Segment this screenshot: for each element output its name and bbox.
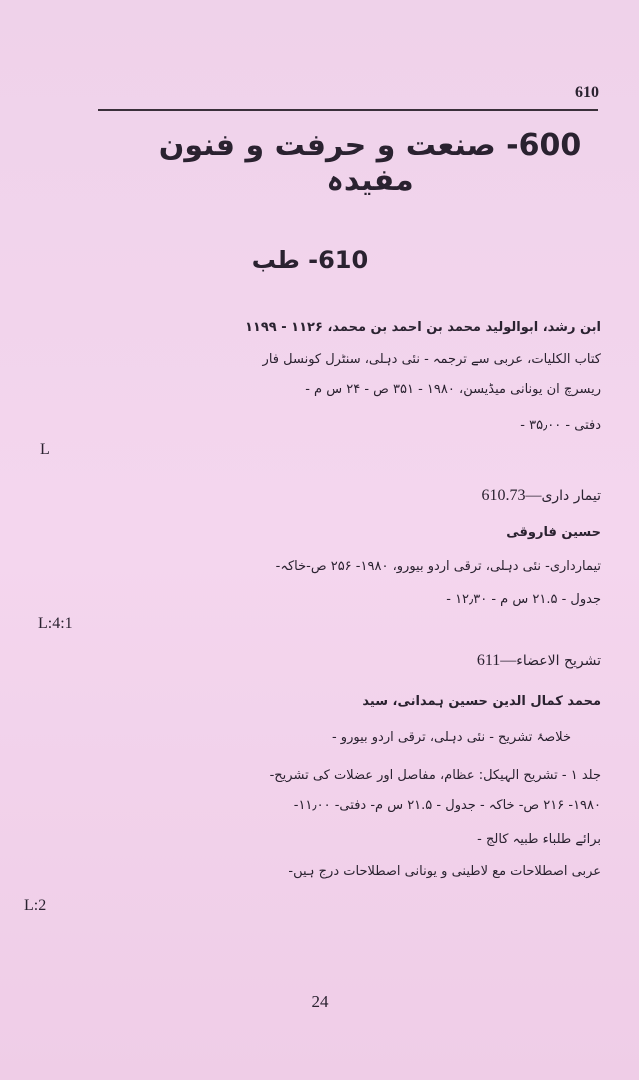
page-number: 610 — [575, 84, 599, 101]
entry-3-line-4: ۱۹۸۰- ۲۱۶ ص- خاکہ - جدول - ۲۱.۵ س م- دفتی- ۱۱٫۰۰- — [293, 798, 601, 813]
entry-2-section-title: تیمار داری — [541, 488, 601, 504]
entry-3-line-3: جلد ۱ - تشریح الہیکل: عظام، مفاصل اور عضلات کی تشریح- — [269, 768, 601, 783]
entry-3-line-5: برائے طلباء طبیہ کالج - — [477, 832, 601, 847]
entry-1-line-3: ریسرچ ان یونانی میڈیسن، ۱۹۸۰ - ۳۵۱ ص - ۲۴ س م - — [305, 382, 601, 397]
page-heading: 600- صنعت و حرفت و فنون مفیدہ — [158, 128, 582, 198]
entry-1-line-1: ابن رشد، ابوالولید محمد بن احمد بن محمد، ۱۱۲۶ - ۱۱۹۹ — [244, 320, 601, 335]
entry-2-line-2: تیمارداری- نئی دہلی، ترقی اردو بیورو، ۱۹۸۰- ۲۵۶ ص-خاکہ- — [275, 559, 601, 574]
entry-3-line-6: عربی اصطلاحات مع لاطینی و یونانی اصطلاحات درج ہیں- — [288, 864, 601, 879]
entry-3-line-2: خلاصۂ تشریح - نئی دہلی، ترقی اردو بیورو - — [331, 730, 571, 745]
entry-1-line-2: کتاب الکلیات، عربی سے ترجمہ - نئی دہلی، سنٹرل کونسل فار — [262, 352, 601, 367]
header-rule — [98, 109, 598, 111]
entry-3-section-title: تشریح الاعضاء — [516, 653, 601, 669]
entry-3-code: L:2 — [24, 897, 47, 914]
entry-1-code: L — [40, 441, 50, 458]
entry-2-section-number: 610.73 — [481, 487, 526, 504]
footer-page-number: 24 — [311, 992, 329, 1011]
entry-2-code: L:4:1 — [38, 615, 73, 632]
entry-2-line-1: حسین فاروقی — [506, 525, 601, 540]
entry-2-section: 610.73—تیمار داری — [481, 487, 601, 504]
entry-1-line-4: دفتی - ۳۵٫۰۰ - — [520, 418, 601, 433]
entry-2-line-3: جدول - ۲۱.۵ س م - ۱۲٫۳۰ - — [446, 592, 601, 607]
entry-3-line-1: محمد کمال الدین حسین ہمدانی، سید — [362, 694, 601, 709]
section-subheading: 610- طب — [251, 246, 369, 274]
entry-3-section-number: 611 — [476, 652, 501, 669]
entry-3-section: 611—تشریح الاعضاء — [476, 652, 601, 669]
